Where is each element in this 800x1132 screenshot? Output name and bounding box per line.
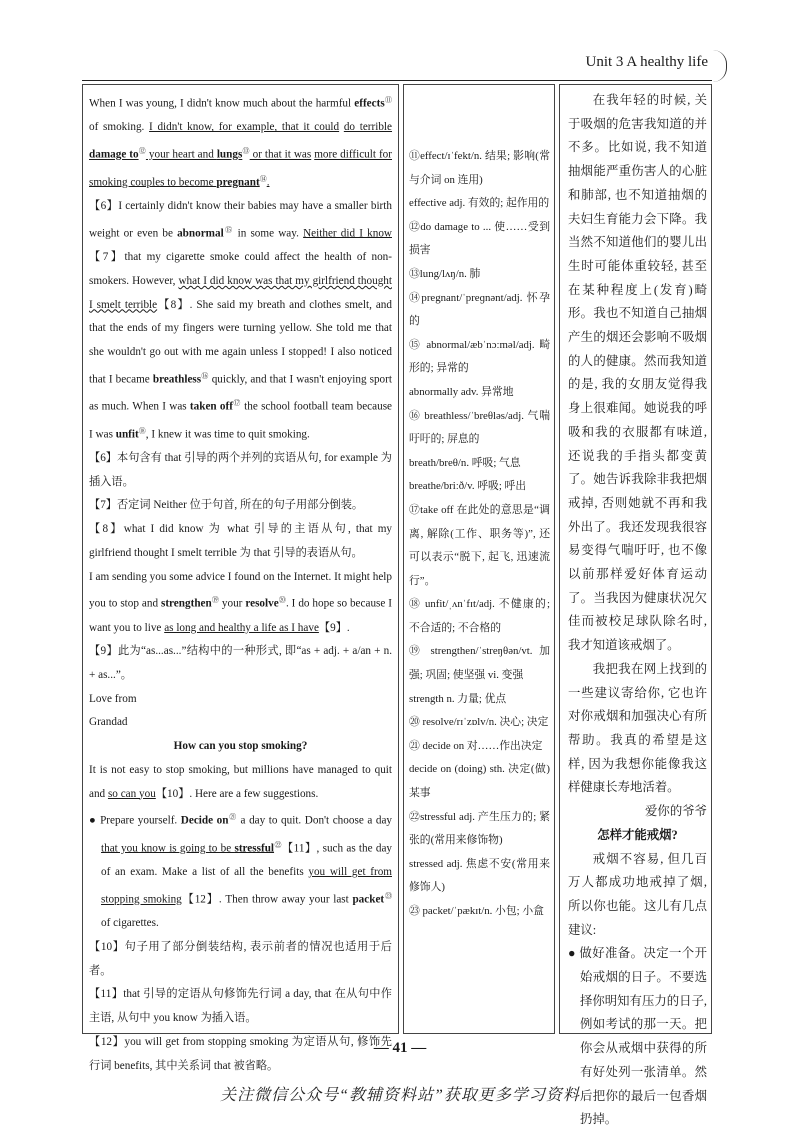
vocabulary-entry: ㉒stressful adj. 产生压力的; 紧张的(常用来修饰物) bbox=[409, 810, 550, 847]
chinese-paragraph-1: 在我年轻的时候, 关于吸烟的危害我知道的并不多。比如说, 我不知道抽烟能严重伤害人的心脏和肺部, 也不知道抽烟的夫妇生育能力会下降。我当然不知道他们的婴儿出生时可能体重较轻, 甚至在某种程度上(发育)畸形。我也不知道自己抽烟产生的烟还会影响不吸烟的人的健康。然而我知道的是, 我的女朋友觉得我身上很难闻。她说我的呼吸和我的衣服都有味道, 还说我的手指头都变黄了。她告诉我除非我把烟戒掉, 否则她就不再和我外出了。我还发现我很容易变得气喘吁吁, 也不像以前那样爱好体育运动了。当我因为健康状况欠佳而被校足球队除名时, 我才知道该戒烟了。 bbox=[568, 93, 707, 653]
text-run: Decide on bbox=[180, 815, 229, 827]
text-run: lungs bbox=[216, 148, 243, 161]
vocabulary-entry: breath/breθ/n. 呼吸; 气息 bbox=[409, 456, 521, 469]
unit-title: Unit 3 A healthy life bbox=[585, 54, 708, 70]
text-run: ⑯ bbox=[201, 371, 209, 380]
love-from: Love from bbox=[89, 692, 137, 705]
english-paragraph-2 bbox=[89, 195, 392, 447]
text-run: stressful bbox=[234, 842, 275, 855]
text-run: 【11】, such as the day of an exam. Make a list of all the benefits bbox=[101, 842, 393, 879]
text-run: pregnant bbox=[216, 176, 260, 189]
text-run: 【10】. Here are a few suggestions. bbox=[155, 787, 319, 800]
text-run: ⑬ bbox=[242, 147, 250, 156]
english-paragraph-1 bbox=[89, 89, 392, 195]
text-run: 【6】I certainly didn't know their babies may have a smaller birth weight or even be bbox=[89, 200, 392, 240]
text-run: 【7】that my cigarette smoke could affect the health of non-smokers. However, bbox=[89, 251, 392, 287]
text-run: ⑫ bbox=[138, 147, 146, 156]
chinese-section-heading: 怎样才能戒烟? bbox=[597, 827, 678, 842]
grammar-note-12: 【12】you will get from stopping smoking 为定语从句, 修饰先行词 benefits, 其中关系词 that 被省略。 bbox=[89, 1035, 392, 1072]
text-run: you will get from stopping smoking bbox=[101, 866, 392, 906]
text-run: as long and healthy a life as I have bbox=[164, 621, 319, 634]
text-run: 【12】. Then throw away your last bbox=[181, 893, 353, 906]
vocabulary-entry: ⑫do damage to ... 使……受到损害 bbox=[409, 220, 550, 257]
chinese-translation-column bbox=[559, 84, 712, 1127]
vocabulary-entry: strength n. 力量; 优点 bbox=[409, 692, 507, 705]
vocabulary-entry: ⑲ strengthen/ˈstreŋθən/vt. 加强; 巩固; 使坚强 vi. 变强 bbox=[409, 645, 550, 682]
text-run: ● Prepare yourself. bbox=[89, 815, 181, 827]
text-run: ⑪ bbox=[384, 96, 393, 104]
text-run: , I knew it was time to quit smoking. bbox=[145, 428, 310, 441]
chinese-signature: 爱你的爷爷 bbox=[645, 804, 707, 819]
text-run: that you know is going to be bbox=[101, 842, 235, 855]
text-run: so can you bbox=[107, 787, 156, 800]
grammar-note-7: 【7】否定词 Neither 位于句首, 所在的句子用部分倒装。 bbox=[89, 499, 364, 512]
text-run: ⑳ bbox=[278, 596, 286, 605]
page-number bbox=[0, 1040, 800, 1057]
text-run: 【8】. She said my breath and clothes smelt, and that the ends of my fingers were turning yellow. She told me that she wouldn't go out with me again unless I stopped! I also noticed that I became bbox=[89, 298, 392, 386]
text-run: . bbox=[266, 176, 270, 189]
text-run: breathless bbox=[152, 373, 202, 386]
vocabulary-entry: ⑰take off 在此处的意思是“调离, 解除(工作、职务等)”, 还可以表示“脱下, 起飞, 迅速流行”。 bbox=[409, 503, 550, 587]
text-run: your bbox=[218, 597, 246, 610]
chinese-paragraph-3: 戒烟不容易, 但几百万人都成功地戒掉了烟, 所以你也能。这儿有几点建议: bbox=[568, 851, 707, 937]
text-run: . I do hope so because I want you to live bbox=[89, 597, 392, 634]
signature-grandad: Grandad bbox=[89, 716, 128, 729]
text-run: of smoking. bbox=[89, 121, 150, 134]
text-run: packet bbox=[352, 893, 385, 906]
text-run: ㉓ bbox=[384, 891, 393, 900]
vocabulary-entry: stressed adj. 焦虑不安(常用来修饰人) bbox=[409, 857, 550, 894]
text-run: a day to quit. Don't choose a day bbox=[237, 815, 393, 827]
english-paragraph-3 bbox=[89, 566, 392, 641]
grammar-note-8: 【8】what I did know 为 what 引导的主语从句, that my girlfriend thought I smelt terrible 为 that 引导的表语从句。 bbox=[89, 523, 392, 559]
english-bullet-1 bbox=[89, 806, 392, 936]
chinese-paragraph-2: 我把我在网上找到的一些建议寄给你, 它也许对你戒烟和加强决心有所帮助。我真的希望是这样, 因为我想你能像我这样健康长寿地活着。 bbox=[568, 661, 707, 795]
vocabulary-entry: ⑬lung/lʌŋ/n. 肺 bbox=[409, 267, 481, 280]
vocabulary-entry: ㉓ packet/ˈpækɪt/n. 小包; 小盒 bbox=[409, 905, 544, 917]
text-run: ⑱ bbox=[138, 426, 146, 435]
text-run: ⑲ bbox=[211, 596, 219, 605]
text-run: taken off bbox=[189, 400, 233, 413]
grammar-note-11: 【11】that 引导的定语从句修饰先行词 a day, that 在从句中作主语, 从句中 you know 为插入语。 bbox=[89, 988, 392, 1025]
text-run: effects bbox=[354, 97, 385, 110]
text-run: damage to bbox=[89, 148, 139, 161]
vocabulary-entry: decide on (doing) sth. 决定(做)某事 bbox=[409, 763, 550, 800]
vocabulary-entry: ⑭pregnant/ˈpreɡnənt/adj. 怀孕的 bbox=[409, 291, 550, 328]
text-run: more difficult for smoking couples to become bbox=[89, 148, 393, 189]
vocabulary-column bbox=[403, 84, 555, 1034]
english-text-column bbox=[82, 84, 399, 1072]
vocabulary-entry: ⑪effect/ɪˈfekt/n. 结果; 影响(常与介词 on 连用) bbox=[409, 150, 550, 186]
header-rule bbox=[82, 80, 712, 81]
vocabulary-entry: effective adj. 有效的; 起作用的 bbox=[409, 197, 550, 210]
text-run: or that it was bbox=[249, 148, 312, 161]
vocabulary-entry: breathe/briːð/v. 呼吸; 呼出 bbox=[409, 480, 527, 493]
vocabulary-entry: ⑯ breathless/ˈbreθləs/adj. 气喘吁吁的; 屏息的 bbox=[409, 409, 550, 446]
text-run: quickly, and that I wasn't enjoying sport as much. When I was bbox=[89, 373, 392, 413]
vocabulary-entry: abnormally adv. 异常地 bbox=[409, 385, 514, 398]
text-run: unfit bbox=[115, 428, 139, 441]
text-run: I am sending you some advice I found on the Internet. It might help you to stop and bbox=[89, 570, 392, 610]
page-number-text: — 41 — bbox=[373, 1040, 427, 1056]
text-run: 【9】. bbox=[318, 621, 350, 634]
text-run: ⑭ bbox=[259, 174, 267, 183]
text-run: your heart and bbox=[145, 148, 217, 161]
vocabulary-list bbox=[409, 145, 550, 924]
vocabulary-entry: ⑳ resolve/rɪˈzɒlv/n. 决心; 决定 bbox=[409, 716, 549, 729]
grammar-note-9: 【9】此为“as...as...”结构中的一种形式, 即“as + adj. + a/an + n. + as...”。 bbox=[89, 645, 392, 682]
text-run: in some way. bbox=[233, 227, 304, 240]
text-run: ㉒ bbox=[274, 840, 282, 849]
english-paragraph-4 bbox=[89, 759, 392, 806]
text-run: Neither did I know bbox=[303, 227, 392, 240]
section-heading: How can you stop smoking? bbox=[173, 740, 308, 753]
footer-note: 关注微信公众号“教辅资料站”获取更多学习资料 bbox=[220, 1087, 580, 1104]
text-run: I didn't know, for example, that it could bbox=[149, 121, 340, 134]
grammar-note-10: 【10】句子用了部分倒装结构, 表示前者的情况也适用于后者。 bbox=[89, 940, 392, 977]
text-run: abnormal bbox=[177, 227, 224, 240]
text-run: of cigarettes. bbox=[101, 917, 159, 930]
chinese-bullet-1: ● 做好准备。决定一个开始戒烟的日子。不要选择你明知有压力的日子, 例如考试的那一天。把你会从戒烟中获得的所有好处列一张清单。然后把你的最后一包香烟扔掉。 bbox=[568, 946, 708, 1127]
text-run: resolve bbox=[245, 597, 279, 610]
page-header bbox=[0, 54, 800, 78]
vocabulary-entry: ⑱ unfit/ˌʌnˈfɪt/adj. 不健康的; 不合适的; 不合格的 bbox=[409, 598, 550, 634]
text-run: strengthen bbox=[160, 597, 212, 610]
text-run: the school football team because I was bbox=[89, 400, 393, 441]
header-bracket-decoration bbox=[712, 50, 727, 82]
text-run: When I was young, I didn't know much about the harmful bbox=[89, 97, 355, 110]
text-run: ㉑ bbox=[228, 813, 237, 822]
text-run: do terrible bbox=[343, 121, 393, 134]
text-run: It is not easy to stop smoking, but millions have managed to quit and bbox=[89, 763, 392, 800]
grammar-note-6: 【6】本句含有 that 引导的两个并列的宾语从句, for example 为插入语。 bbox=[89, 451, 392, 488]
text-run: ⑮ bbox=[223, 225, 234, 234]
vocabulary-entry: ⑮ abnormal/æbˈnɔːməl/adj. 畸形的; 异常的 bbox=[409, 338, 550, 375]
vocabulary-entry: ㉑ decide on 对……作出决定 bbox=[409, 739, 543, 752]
text-run: ⑰ bbox=[232, 399, 241, 408]
text-run: what I did know was that my girlfriend thought I smelt terrible bbox=[89, 274, 392, 311]
